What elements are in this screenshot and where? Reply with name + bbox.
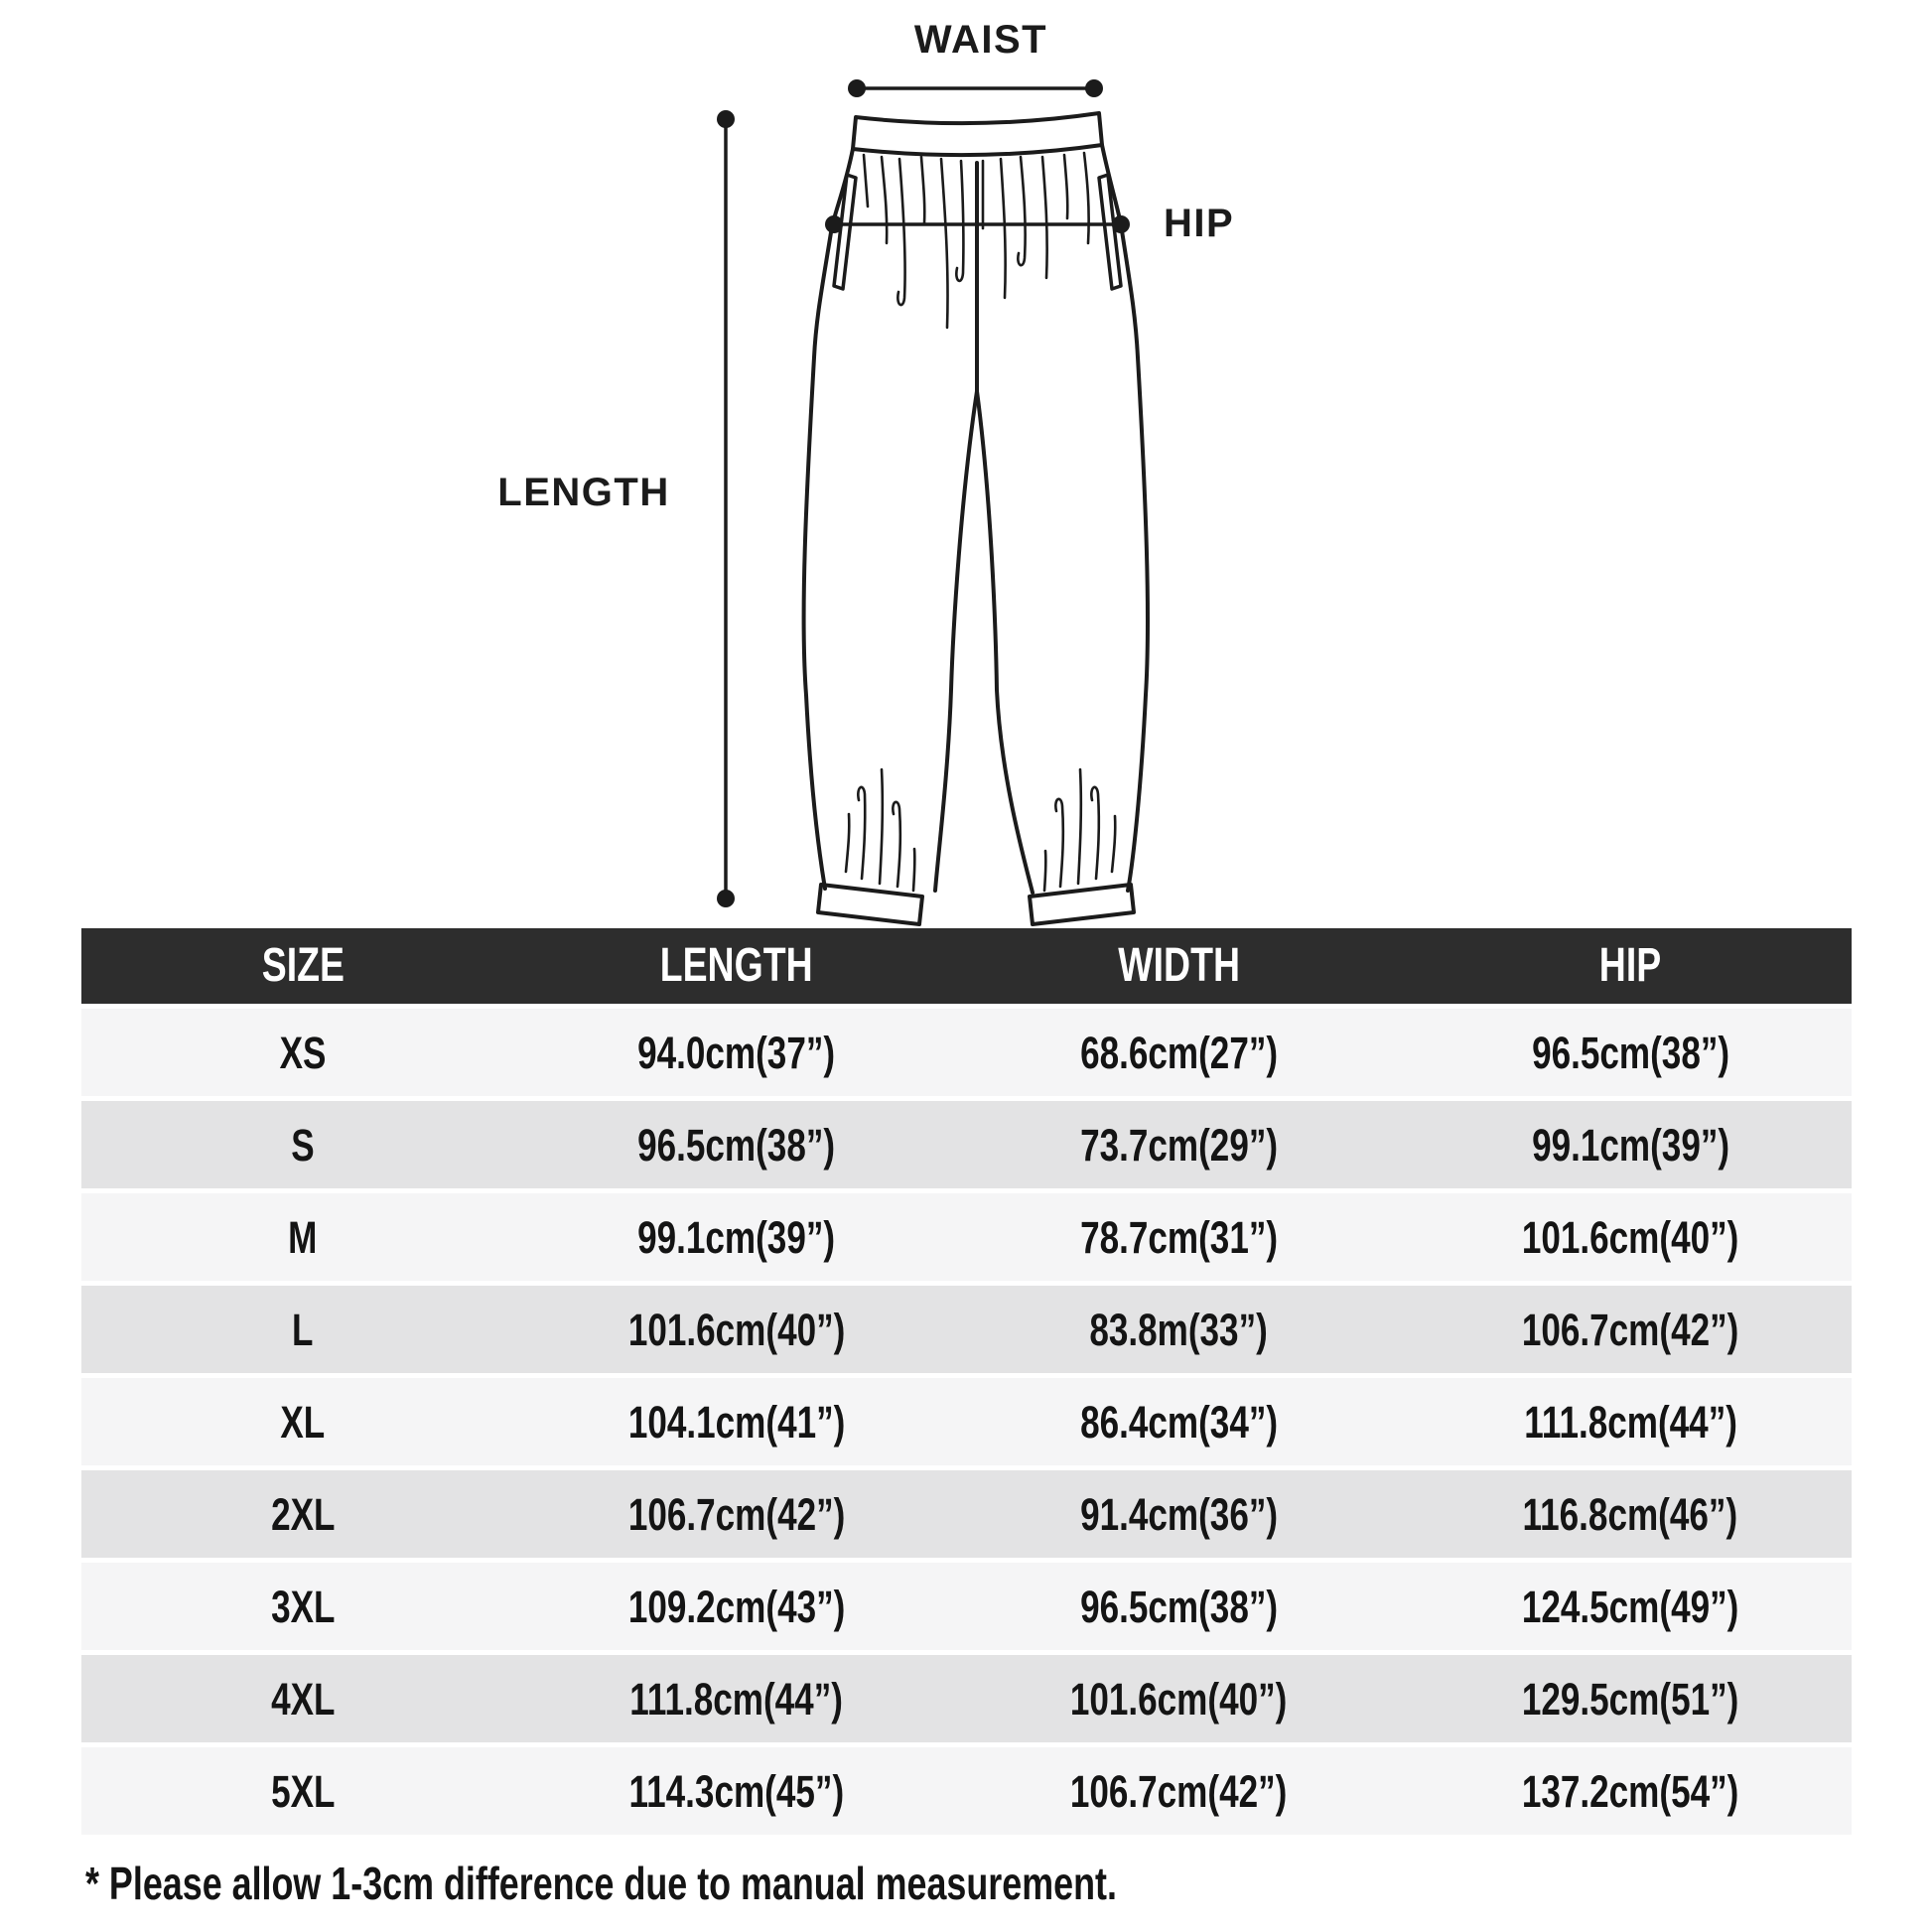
measurement-note: * Please allow 1-3cm difference due to manual measurement. [85,1858,1117,1909]
cell-length: 114.3cm(45”) [628,1765,844,1817]
waist-measure-line [848,79,1103,97]
cell-size: XS [279,1027,327,1078]
cell-length: 104.1cm(41”) [627,1396,845,1448]
cell-size: M [288,1211,318,1263]
table-row [81,1286,1852,1373]
cell-hip: 96.5cm(38”) [1531,1027,1729,1078]
sweatpants-line-drawing [0,0,1932,928]
cell-hip: 129.5cm(51”) [1521,1673,1739,1725]
cell-length: 94.0cm(37”) [637,1027,836,1078]
size-table [81,928,1852,1835]
cell-width: 83.8m(33”) [1089,1304,1269,1355]
table-row [81,1378,1852,1465]
cell-width: 78.7cm(31”) [1079,1211,1278,1263]
cell-size: S [291,1119,315,1171]
hip-label: HIP [1164,202,1235,245]
table-row [81,1747,1852,1835]
cell-length: 99.1cm(39”) [637,1211,836,1263]
cell-length: 101.6cm(40”) [627,1304,845,1355]
table-row [81,1193,1852,1281]
cell-size: XL [280,1396,326,1448]
cell-hip: 124.5cm(49”) [1521,1581,1739,1632]
column-header-hip: HIP [1598,939,1662,992]
table-row [81,1655,1852,1742]
waist-label: WAIST [913,18,1048,62]
cell-size: 2XL [270,1488,336,1540]
left-cuff [818,885,922,924]
cell-hip: 116.8cm(46”) [1522,1488,1738,1540]
cell-length: 111.8cm(44”) [629,1673,844,1725]
cell-hip: 99.1cm(39”) [1531,1119,1729,1171]
table-row [81,1009,1852,1096]
cell-width: 68.6cm(27”) [1079,1027,1278,1078]
cell-length: 109.2cm(43”) [627,1581,845,1632]
cell-hip: 106.7cm(42”) [1521,1304,1739,1355]
cell-hip: 101.6cm(40”) [1521,1211,1739,1263]
cell-width: 96.5cm(38”) [1079,1581,1278,1632]
cell-hip: 137.2cm(54”) [1521,1765,1739,1817]
cell-size: 3XL [270,1581,336,1632]
length-measure-line [717,110,735,907]
cell-width: 101.6cm(40”) [1070,1673,1288,1725]
pants-measurement-diagram [0,0,1932,928]
table-row [81,1470,1852,1558]
cell-size: L [292,1304,314,1355]
cell-width: 86.4cm(34”) [1079,1396,1278,1448]
cell-length: 106.7cm(42”) [627,1488,845,1540]
cell-width: 106.7cm(42”) [1070,1765,1288,1817]
cell-length: 96.5cm(38”) [637,1119,836,1171]
cuff-gathers [846,769,1115,891]
column-header-width: WIDTH [1118,939,1240,992]
table-row [81,1101,1852,1188]
table-header-row [81,928,1852,1004]
column-header-size: SIZE [261,939,345,992]
cell-size: 4XL [270,1673,336,1725]
waistband [853,113,1102,155]
cell-size: 5XL [270,1765,336,1817]
inner-right-leg [977,391,1033,893]
table-row [81,1563,1852,1650]
inner-left-leg [935,391,977,891]
column-header-length: LENGTH [659,939,813,992]
cell-width: 91.4cm(36”) [1079,1488,1278,1540]
cell-hip: 111.8cm(44”) [1523,1396,1737,1448]
cell-width: 73.7cm(29”) [1079,1119,1278,1171]
length-label: LENGTH [497,471,670,514]
